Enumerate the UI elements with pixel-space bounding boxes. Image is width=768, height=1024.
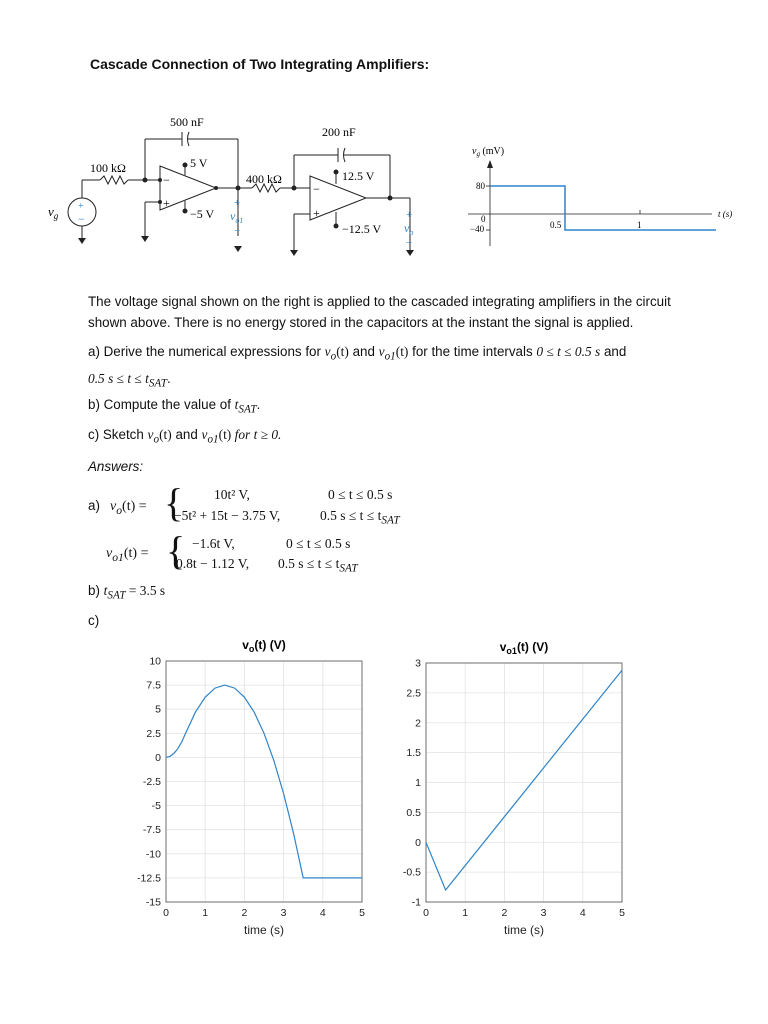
ground-arrow [234,246,242,252]
svg-text:+: + [234,197,241,209]
chart-title: $v_o(t)$ (V) [242,638,286,654]
label-c2: 200 nF [322,125,356,139]
ground-arrow [141,236,149,242]
answer-vo-lhs: $v_o(t)$ = [110,499,147,517]
page-title: Cascade Connection of Two Integrating Amplifiers: [90,56,430,72]
vo-case2-expr: −5t² + 15t − 3.75 V, [174,508,281,523]
x-tick-label: 5 [359,907,365,919]
y-tick-label: 1 [415,777,421,789]
y-tick-label: 2 [415,717,421,730]
label-op1-neg: −5 V [190,207,215,221]
label-vo: $v_o$ [404,221,414,237]
y-tick-label: 10 [149,655,161,668]
question-c: c) Sketch $v_o(t)$ and $v_{o1}(t)$ for t ≥ 0. [88,427,282,446]
x-tick-label: 4 [579,907,586,919]
y-tick-label: -12.5 [137,872,161,885]
svg-text:80: 80 [476,181,485,191]
question-b: b) Compute the value of $t_{SAT}$. [88,397,261,416]
y-tick-label: -15 [145,896,161,909]
signal-ylabel: $v_g$ (mV) [472,146,505,158]
x-axis-label: time (s) [504,923,544,937]
x-tick-label: 1 [462,907,469,919]
y-tick-label: -1 [411,896,421,909]
y-tick-label: -0.5 [402,866,421,879]
x-tick-label: 0 [163,907,169,919]
chart-title: $v_{o1}(t)$ (V) [499,640,549,656]
input-signal-plot [460,140,750,250]
ground-arrow [290,250,298,256]
y-tick-label: 5 [155,703,161,716]
answer-a-label: a) [88,498,100,513]
y-tick-label: 0 [155,751,161,764]
y-tick-label: 0 [415,836,421,849]
svg-text:−40: −40 [470,224,485,234]
svg-text:+: + [313,206,320,220]
vo1-case1-expr: −1.6t V, [192,536,235,551]
circuit-diagram [40,110,430,270]
x-tick-label: 4 [319,907,326,919]
x-tick-label: 3 [540,907,547,919]
vo-case2-cond: 0.5 $s \le t \le t_{SAT}$ [320,508,400,527]
x-tick-label: 1 [202,907,209,919]
vo-chart [120,630,380,950]
vo1-case2-cond: 0.5 $s \le t \le t_{SAT}$ [278,556,358,575]
y-tick-label: 1.5 [406,747,421,760]
y-tick-label: -7.5 [142,824,161,837]
answer-b: b) $t_{SAT} = 3.5$ s [88,583,166,602]
x-axis-label: time (s) [244,923,284,937]
y-tick-label: -2.5 [142,776,161,788]
label-vg: $v_g$ [48,204,59,221]
answer-vo1-lhs: $v_{o1}(t)$ = [106,546,149,564]
y-tick-label: 3 [415,657,421,670]
question-a: a) Derive the numerical expressions for $v_o(t)$ and $v_{o1}(t)$ for the time intervals 0 ≤ t ≤ 0.5 s and 0.5 $s \le t \le t_{SAT}$. [88,344,627,390]
svg-text:t (s): t (s) [718,209,733,219]
x-tick-label: 5 [619,907,625,919]
vo-case1-cond: 0 ≤ t ≤ 0.5 s [328,487,393,502]
x-tick-label: 3 [280,907,287,919]
svg-text:0: 0 [481,214,486,224]
x-tick-label: 0 [423,907,429,919]
vo-case1-expr: 10t² V, [214,487,250,502]
ground-arrow [78,238,86,244]
y-tick-label: 0.5 [406,806,421,819]
answer-c-label: c) [88,613,100,628]
problem-paragraph: The voltage signal shown on the right is applied to the cascaded integrating amplifiers in the circuit shown above. There is no energy stored in the capacitors at the instant the signal is applied. [88,294,671,330]
y-tick-label: 7.5 [146,679,161,692]
vo1-case1-cond: 0 ≤ t ≤ 0.5 s [286,536,351,551]
x-tick-label: 2 [241,907,248,919]
x-tick-label: 2 [501,907,508,919]
label-vo1: $v_{o1}$ [230,209,244,225]
svg-text:−: − [163,173,170,187]
svg-text:+: + [78,201,84,212]
svg-text:+: + [163,196,170,210]
ground-arrow [406,250,414,256]
y-tick-label: 2.5 [406,687,421,700]
answers-heading: Answers: [88,459,144,474]
label-op1-pos: 5 V [190,156,208,170]
label-c1: 500 nF [170,115,204,129]
vo1-chart [380,630,640,950]
vo1-case2-expr: 0.8t − 1.12 V, [176,556,250,571]
svg-text:−: − [406,237,413,249]
label-op2-neg: −12.5 V [342,222,382,236]
y-tick-label: -5 [151,800,161,813]
signal-line [490,186,716,230]
y-tick-label: -10 [145,848,161,861]
y-tick-label: 2.5 [146,727,161,740]
label-r1: 100 kΩ [90,161,126,175]
svg-text:−: − [313,182,320,196]
svg-text:+: + [406,209,413,221]
resistor-100k [100,176,128,184]
svg-text:−: − [78,212,85,226]
label-op2-pos: 12.5 V [342,169,375,183]
svg-text:−: − [234,225,241,237]
svg-text:0.5: 0.5 [550,220,562,230]
label-r2: 400 kΩ [246,172,282,186]
svg-text:1: 1 [637,220,642,230]
